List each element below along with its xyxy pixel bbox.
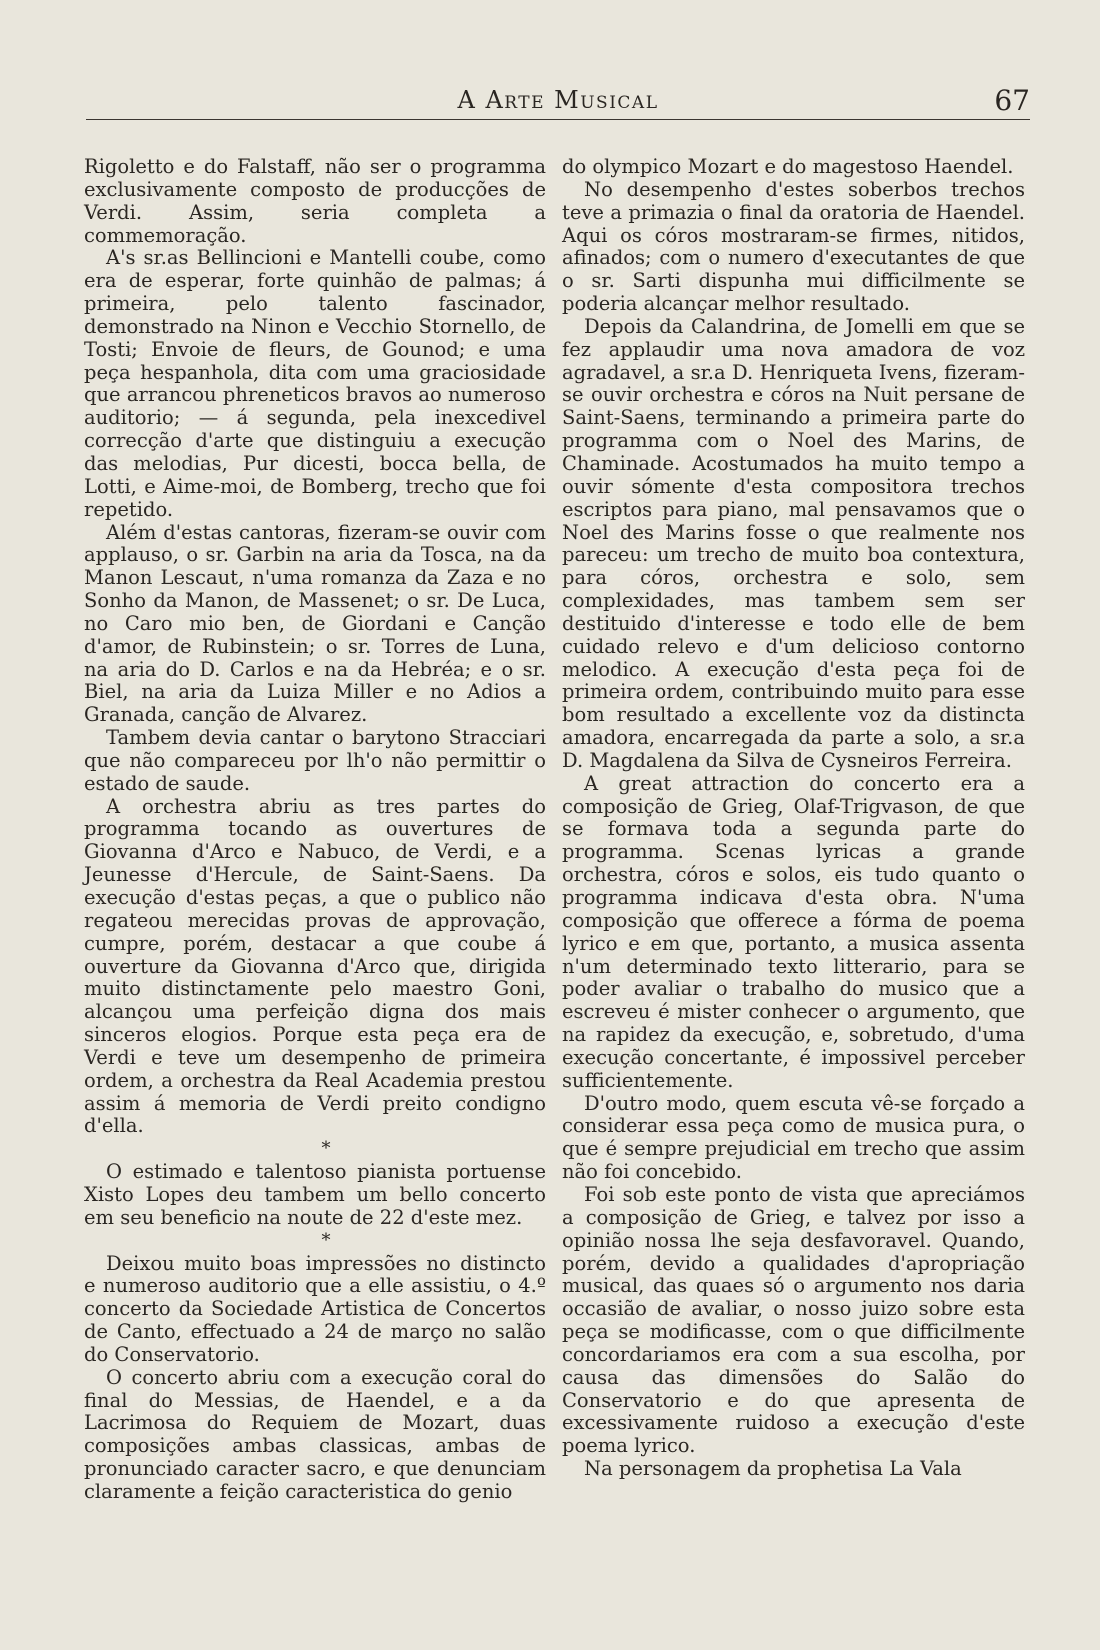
header-rule (86, 119, 1030, 120)
paragraph: Foi sob este ponto de vista que apreciámos a composição de Grieg, e talvez por isso a opinião nossa lhe seja desfavoravel. Quando, porém, devido a qualidades d'apropriação musical, das quaes só o argumento nos daria occasião de avaliar, o nosso juizo sobre esta peça se modificasse, com o que difficilmente concordariamos era com a sua escolha, por causa das dimensões do Salão do Conservatorio e do que apresenta de excessivamente ruidoso a execução d'este poema lyrico. (562, 1182, 1025, 1458)
page-number: 67 (994, 84, 1030, 117)
paragraph: O estimado e talentoso pianista portuense Xisto Lopes deu tambem um bello concerto em seu beneficio na noute de 22 d'este mez. (84, 1160, 546, 1229)
paragraph: do olympico Mozart e do magestoso Haendel. (562, 155, 1014, 178)
left-column (84, 156, 546, 1504)
paragraph: No desempenho d'estes soberbos trechos teve a primazia o final da oratoria de Haendel. Aqui os córos mostraram-se firmes, nitidos, afinados; com o numero d'executantes de que o sr. Sarti dispunha mui difficilmente se poderia alcançar melhor resultado. (562, 177, 1025, 316)
paragraph: A orchestra abriu as tres partes do programma tocando as ouvertures de Giovanna d'Arco e Nabuco, de Verdi, e a Jeunesse d'Hercule, de Saint-Saens. Da execução d'estas peças, a que o publico não regateou merecidas provas de approvação, cumpre, porém, destacar a que coube á ouverture da Giovanna d'Arco que, dirigida muito distinctamente pelo maestro Goni, alcançou uma perfeição digna dos mais sinceros elogios. Porque esta peça era de Verdi e teve um desempenho de primeira ordem, a orchestra da Real Academia prestou assim á memoria de Verdi preito condigno d'ella. (84, 794, 546, 1138)
paragraph: A's sr.as Bellincioni e Mantelli coube, como era de esperar, forte quinhão de palmas; á primeira, pelo talento fascinador, demonstrado na Ninon e Vecchio Stornello, de Tosti; Envoie de fleurs, de Gounod; e uma peça hespanhola, dita com uma graciosidade que arrancou phreneticos bravos ao numeroso auditorio; — á segunda, pela inexcedivel correcção d'arte que distinguiu a execução das melodias, Pur dicesti, bocca bella, de Lotti, e Aime-moi, de Bomberg, trecho que foi repetido. (84, 246, 546, 521)
paragraph: Depois da Calandrina, de Jomelli em que se fez applaudir uma nova amadora de voz agradavel, a sr.a D. Henriqueta Ivens, fizeram-se ouvir orchestra e córos na Nuit persane de Saint-Saens, terminando a primeira parte do programma com o Noel des Marins, de Chaminade. Acostumados ha muito tempo a ouvir sómente d'esta compositora trechos escriptos para piano, mal pensavamos que o Noel des Marins fosse o que realmente nos pareceu: um trecho de muito boa contextura, para córos, orchestra e solo, sem complexidades, mas tambem sem ser destituido d'interesse e todo elle de bem cuidado relevo e d'um delicioso contorno melodico. A execução d'esta peça foi de primeira ordem, contribuindo muito para esse bom resultado a excellente voz da distincta amadora, encarregada da parte a solo, a sr.a D. Magdalena da Silva de Cysneiros Ferreira. (562, 314, 1025, 772)
paragraph: A great attraction do concerto era a composição de Grieg, Olaf-Trigvason, de que se formava toda a segunda parte do programma. Scenas lyricas a grande orchestra, córos e solos, eis tudo quanto o programma indicava d'esta obra. N'uma composição que offerece a fórma de poema lyrico e em que, portanto, a musica assenta n'um determinado texto litterario, para se poder avaliar o trabalho do musico que a escreveu é mister conhecer o argumento, que na rapidez da execução, e, sobretudo, d'uma execução concertante, é impossivel perceber sufficientemente. (562, 771, 1025, 1092)
section-divider-asterisk: * (321, 1138, 331, 1160)
paragraph: Na personagem da prophetisa La Vala (584, 1457, 962, 1481)
right-column (562, 156, 1025, 1481)
paragraph: Tambem devia cantar o barytono Stracciari que não compareceu por lh'o não permittir o estado de saude. (84, 726, 546, 795)
paragraph: Além d'estas cantoras, fizeram-se ouvir com applauso, o sr. Garbin na aria da Tosca, na da Manon Lescaut, n'uma romanza da Zaza e no Sonho da Manon, de Massenet; o sr. De Luca, no Caro mio ben, de Giordani e Canção d'amor, de Rubinstein; o sr. Torres de Luna, na aria do D. Carlos e na da Hebréa; e o sr. Biel, na aria da Luiza Miller e no Adios a Granada, canção de Alvarez. (84, 520, 546, 727)
paragraph: O concerto abriu com a execução coral do final do Messias, de Haendel, e a da Lacrimosa do Requiem de Mozart, duas composições ambas classicas, ambas de pronunciado caracter sacro, e que denunciam claramente a feição caracteristica do genio (84, 1365, 546, 1503)
running-title: A Arte Musical (457, 86, 659, 114)
paragraph: D'outro modo, quem escuta vê-se forçado a considerar essa peça como de musica pura, o que é sempre prejudicial em trecho que assim não foi concebido. (562, 1091, 1025, 1184)
section-divider-asterisk: * (321, 1229, 331, 1251)
paragraph: Rigoletto e do Falstaff, não ser o programma exclusivamente composto de producções de Verdi. Assim, seria completa a commemoração. (84, 155, 546, 247)
paragraph: Deixou muito boas impressões no distincto e numeroso auditorio que a elle assistiu, o 4.º concerto da Sociedade Artistica de Concertos de Canto, effectuado a 24 de março no salão do Conservatorio. (84, 1251, 546, 1366)
page-header (86, 86, 1030, 120)
